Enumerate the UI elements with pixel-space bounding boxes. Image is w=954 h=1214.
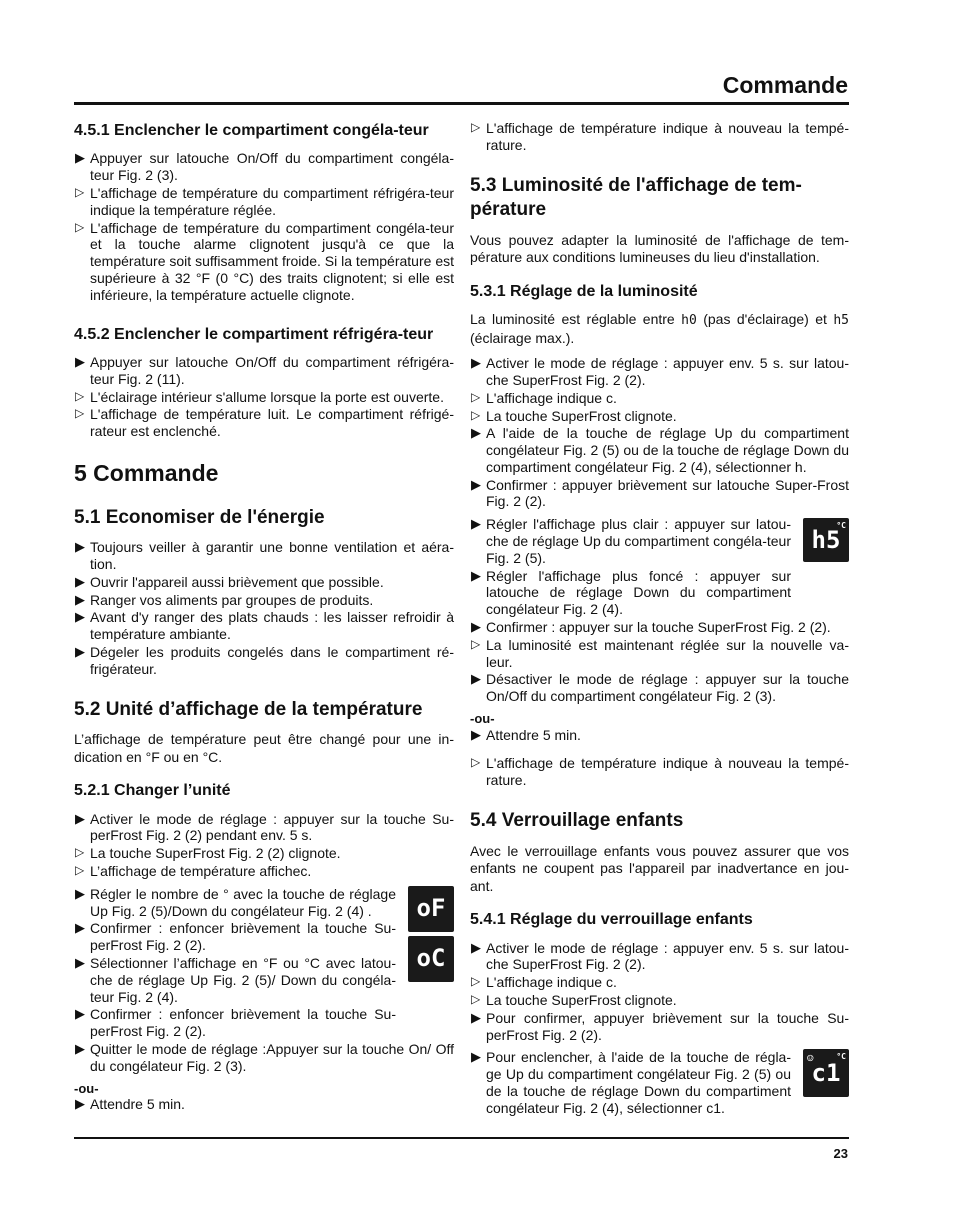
action-step	[74, 886, 396, 920]
step-text: Confirmer : appuyer brièvement sur latouche Super-Frost Fig. 2 (2).	[486, 476, 849, 510]
result-step	[74, 406, 454, 440]
action-triangle-icon: ▶	[75, 885, 85, 901]
heading-5-3-1: 5.3.1 Réglage de la luminosité	[470, 282, 698, 300]
heading-4-5-2: 4.5.2 Enclencher le compartiment réfrigéra-teur	[74, 325, 434, 343]
action-triangle-icon: ▶	[75, 1041, 85, 1057]
list-5-2-1-b	[74, 886, 454, 1075]
action-triangle-icon: ▶	[471, 567, 481, 583]
step-text: L'affichage de température du compartiment réfrigéra-teur indique la température réglée.	[90, 184, 454, 218]
list-5-2-1-c	[74, 1096, 454, 1113]
list-5-3-1-a	[470, 355, 849, 510]
step-text: Régler l'affichage plus foncé : appuyer sur latouche de réglage Down du compartiment congélateur Fig. 2 (4).	[486, 567, 791, 618]
action-triangle-icon: ▶	[471, 1049, 481, 1065]
result-step	[470, 974, 849, 991]
step-text: A l'aide de la touche de réglage Up du compartiment congélateur Fig. 2 (5) ou de la touche de réglage Down du compartiment congélateur Fig. 2 (4), sélectionner h.	[486, 425, 849, 475]
action-triangle-icon: ▶	[75, 609, 85, 625]
action-triangle-icon: ▶	[471, 425, 481, 441]
action-step	[470, 477, 849, 511]
step-text: Appuyer sur latouche On/Off du compartiment réfrigéra-teur Fig. 2 (11).	[90, 353, 454, 387]
step-text: L'affichage de température luit. Le compartiment réfrigé-rateur est enclenché.	[90, 406, 454, 440]
action-step	[470, 619, 849, 636]
step-text: L'éclairage intérieur s'allume lorsque la porte est ouverte.	[90, 388, 444, 405]
result-step	[470, 408, 849, 425]
action-triangle-icon: ▶	[75, 920, 85, 936]
action-triangle-icon: ▶	[75, 810, 85, 826]
action-triangle-icon: ▶	[471, 1009, 481, 1025]
result-triangle-icon: ▷	[75, 863, 85, 878]
list-5-4-1-a	[470, 940, 849, 1044]
step-text: Quitter le mode de réglage :Appuyer sur la touche On/ Off du congélateur Fig. 2 (3).	[90, 1041, 454, 1074]
action-step	[470, 516, 791, 566]
step-text: Pour enclencher, à l'aide de la touche de régla-ge Up du compartiment congélateur Fig. 2 (5) ou de la touche de réglage Down du compartiment congélateur Fig. 2 (4), sélectionner c1.	[486, 1049, 791, 1116]
paragraph-5-4: Avec le verrouillage enfants vous pouvez assurer que vos enfants ne coupent pas l'appareil par inadvertance en jou-ant.	[470, 842, 849, 894]
step-text: Régler le nombre de ° avec la touche de réglage Up Fig. 2 (5)/Down du congélateur Fig. 2 (4) .	[90, 885, 396, 919]
or-label: -ou-	[470, 711, 495, 727]
step-text: L'affichage indique c.	[486, 389, 617, 406]
page-header-title: Commande	[722, 72, 848, 98]
step-text: L'affichage indique c.	[486, 974, 617, 991]
action-triangle-icon: ▶	[75, 955, 85, 971]
result-triangle-icon: ▷	[471, 407, 481, 422]
or-label: -ou-	[74, 1080, 99, 1096]
list-5-3-1-b	[470, 516, 849, 705]
action-step	[470, 1010, 849, 1044]
result-triangle-icon: ▷	[75, 184, 85, 199]
action-step	[74, 574, 454, 591]
heading-5-2-1: 5.2.1 Changer l’unité	[74, 782, 231, 800]
result-triangle-icon: ▷	[471, 974, 481, 989]
step-text: L'affichage de température indique à nouveau la tempé-rature.	[486, 120, 849, 153]
paragraph-5-3: Vous pouvez adapter la luminosité de l'affichage de tem-pérature aux conditions lumineuses du lieu d'installation.	[470, 231, 849, 266]
action-step	[74, 354, 454, 388]
result-triangle-icon: ▷	[471, 755, 481, 770]
display-h5-image: °C h5	[803, 518, 849, 562]
action-triangle-icon: ▶	[75, 1006, 85, 1022]
step-text: Sélectionner l’affichage en °F ou °C avec latou-che de réglage Up Fig. 2 (5)/ Down du congéla-teur Fig. 2 (4).	[90, 955, 396, 1005]
step-text: L'affichage de température indique à nouveau la tempé-rature.	[486, 755, 849, 789]
step-text: Régler l'affichage plus clair : appuyer sur latou-che de réglage Up du compartiment congéla-teur Fig. 2 (5).	[486, 516, 791, 566]
heading-4-5-1: 4.5.1 Enclencher le compartiment congéla-teur	[74, 122, 429, 139]
action-triangle-icon: ▶	[75, 353, 85, 369]
result-step	[470, 390, 849, 407]
list-right-top	[470, 120, 849, 154]
list-5-3-1-c	[470, 727, 849, 744]
result-step	[74, 845, 454, 862]
result-triangle-icon: ▷	[471, 120, 481, 134]
step-text: L’affichage de température affichec.	[90, 863, 312, 880]
heading-5-4: 5.4 Verrouillage enfants	[470, 810, 684, 832]
result-triangle-icon: ▷	[75, 406, 85, 421]
action-step	[74, 539, 454, 573]
result-step	[470, 755, 849, 789]
action-triangle-icon: ▶	[75, 644, 85, 659]
action-step	[74, 811, 454, 845]
heading-5: 5 Commande	[74, 459, 219, 486]
display-of-image: oF	[408, 886, 454, 932]
step-text: Attendre 5 min.	[486, 726, 581, 743]
unit-steps-with-display	[74, 886, 454, 1075]
action-triangle-icon: ▶	[471, 726, 481, 742]
action-triangle-icon: ▶	[471, 516, 481, 532]
display-c1-image: ☺ °C c1	[803, 1049, 849, 1097]
result-triangle-icon: ▷	[75, 219, 85, 234]
step-text: Activer le mode de réglage : appuyer sur la touche Su-perFrost Fig. 2 (2) pendant env. 5 s.	[90, 810, 454, 844]
step-text: Toujours veiller à garantir une bonne ventilation et aéra-tion.	[90, 539, 454, 573]
step-text: Pour confirmer, appuyer brièvement sur la touche Su-perFrost Fig. 2 (2).	[486, 1009, 849, 1043]
action-triangle-icon: ▶	[471, 671, 481, 687]
step-text: Appuyer sur latouche On/Off du compartiment congéla-teur Fig. 2 (3).	[90, 150, 454, 184]
result-step	[470, 992, 849, 1009]
header-rule	[74, 102, 849, 105]
heading-5-2: 5.2 Unité d’affichage de la température	[74, 698, 423, 720]
action-triangle-icon: ▶	[75, 591, 85, 607]
result-step	[74, 185, 454, 219]
result-step	[74, 863, 454, 880]
result-triangle-icon: ▷	[471, 389, 481, 404]
step-text: Ouvrir l'appareil aussi brièvement que possible.	[90, 573, 384, 590]
result-triangle-icon: ▷	[471, 636, 481, 651]
action-step	[74, 920, 396, 954]
result-step	[470, 637, 849, 671]
list-5-2-1-a	[74, 811, 454, 880]
page-number: 23	[833, 1146, 848, 1161]
right-column	[470, 120, 849, 1123]
step-text: Désactiver le mode de réglage : appuyer sur la touche On/Off du compartiment congélateur Fig. 2 (3).	[486, 671, 849, 705]
left-column	[74, 120, 454, 1119]
step-text: Ranger vos aliments par groupes de produits.	[90, 591, 374, 608]
paragraph-5-3-1: La luminosité est réglable entre h0 (pas d'éclairage) et h5 (éclairage max.).	[470, 311, 850, 346]
paragraph-5-2: L’affichage de température peut être changé pour une in-dication en °F ou en °C.	[74, 731, 454, 765]
step-text: Confirmer : enfoncer brièvement la touche Su-perFrost Fig. 2 (2).	[90, 920, 396, 954]
action-triangle-icon: ▶	[75, 150, 85, 166]
action-step	[470, 568, 791, 618]
step-text: Activer le mode de réglage : appuyer env. 5 s. sur latou-che SuperFrost Fig. 2 (2).	[486, 355, 849, 388]
action-step	[470, 1049, 791, 1116]
childlock-steps-with-display	[470, 1049, 849, 1116]
action-step	[74, 592, 454, 609]
result-step	[470, 120, 849, 154]
action-step	[74, 644, 454, 678]
display-oc-image: oC	[408, 936, 454, 982]
step-text: Confirmer : appuyer sur la touche SuperFrost Fig. 2 (2).	[486, 619, 831, 636]
footer-rule	[74, 1137, 849, 1139]
action-step	[470, 425, 849, 475]
step-text: La touche SuperFrost Fig. 2 (2) clignote.	[90, 845, 341, 862]
step-text: Avant d'y ranger des plats chauds : les laisser refroidir à température ambiante.	[90, 609, 454, 643]
action-triangle-icon: ▶	[471, 939, 481, 955]
action-triangle-icon: ▶	[75, 1096, 85, 1112]
step-text: La touche SuperFrost clignote.	[486, 407, 677, 424]
step-text: Attendre 5 min.	[90, 1096, 185, 1113]
list-4-5-1	[74, 150, 454, 303]
step-text: Activer le mode de réglage : appuyer env. 5 s. sur latou-che SuperFrost Fig. 2 (2).	[486, 939, 849, 973]
step-text: Dégeler les produits congelés dans le compartiment ré-frigérateur.	[90, 644, 454, 677]
action-step	[74, 1006, 396, 1040]
step-text: La luminosité est maintenant réglée sur la nouvelle va-leur.	[486, 636, 849, 670]
action-triangle-icon: ▶	[471, 476, 481, 492]
action-step	[470, 671, 849, 705]
step-text: Confirmer : enfoncer brièvement la touche Su-perFrost Fig. 2 (2).	[90, 1006, 396, 1040]
heading-5-3: 5.3 Luminosité de l'affichage de tem-pérature	[470, 174, 802, 221]
action-step	[74, 955, 396, 1005]
list-5-4-1-b	[470, 1049, 849, 1116]
action-triangle-icon: ▶	[471, 355, 481, 371]
action-step	[470, 940, 849, 974]
list-4-5-2	[74, 354, 454, 440]
result-triangle-icon: ▷	[75, 388, 85, 403]
action-step	[74, 1041, 454, 1075]
result-triangle-icon: ▷	[471, 992, 481, 1006]
heading-5-4-1: 5.4.1 Réglage du verrouillage enfants	[470, 911, 753, 929]
action-step	[470, 355, 849, 389]
result-step	[74, 389, 454, 406]
action-step	[470, 727, 849, 744]
brightness-steps-with-display	[470, 516, 849, 705]
action-step	[74, 1096, 454, 1113]
step-text: L'affichage de température du compartiment congéla-teur et la touche alarme clignotent jusqu'à ce que la température soit suffisamment froide. Si la température est supérieure à 32 °F (0 °C) des traits clignotent; si elle est inférieure, la température actuelle clignote.	[90, 219, 454, 303]
result-triangle-icon: ▷	[75, 845, 85, 860]
list-5-3-1-d	[470, 755, 849, 789]
action-triangle-icon: ▶	[471, 619, 481, 635]
action-triangle-icon: ▶	[75, 539, 85, 555]
action-step	[74, 609, 454, 643]
action-step	[74, 150, 454, 184]
action-triangle-icon: ▶	[75, 573, 85, 589]
list-5-1	[74, 539, 454, 677]
heading-5-1: 5.1 Economiser de l'énergie	[74, 506, 325, 528]
step-text: La touche SuperFrost clignote.	[486, 992, 677, 1008]
result-step	[74, 220, 454, 304]
